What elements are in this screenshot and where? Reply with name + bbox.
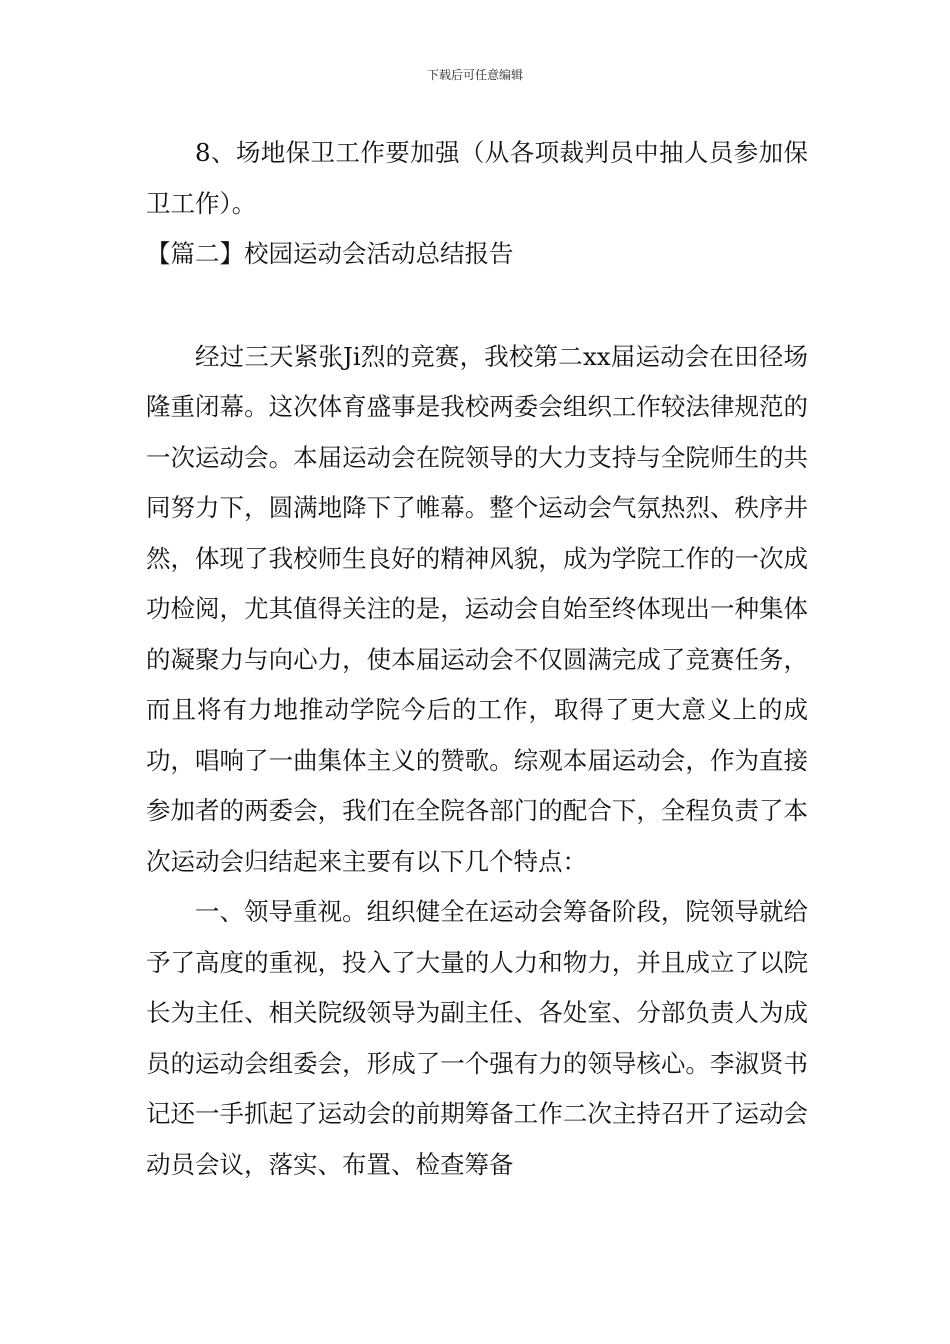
item-8-paragraph: 8、场地保卫工作要加强（从各项裁判员中抽人员参加保卫工作）。 [146,138,808,218]
document-body [146,128,808,1190]
page-header: 下载后可任意编辑 [426,68,523,82]
summary-paragraph-2: 一、领导重视。组织健全在运动会筹备阶段，院领导就给予了高度的重视，投入了大量的人力和物力，并且成立了以院长为主任、相关院级领导为副主任、各处室、分部负责人为成员的运动会组委会，形成了一个强有力的领导核心。李淑贤书记还一手抓起了运动会的前期筹备工作二次主持召开了运动会动员会议，落实、布置、检查筹备 [146,897,808,1179]
summary-paragraph-1: 经过三天紧张Ji烈的竞赛，我校第二xx届运动会在田径场隆重闭幕。这次体育盛事是我校两委会组织工作较法律规范的一次运动会。本届运动会在院领导的大力支持与全院师生的共同努力下，圆满地降下了帷幕。整个运动会气氛热烈、秩序井然，体现了我校师生良好的精神风貌，成为学院工作的一次成功检阅，尤其值得关注的是，运动会自始至终体现出一种集体的凝聚力与向心力，使本届运动会不仅圆满完成了竞赛任务，而且将有力地推动学院今后的工作，取得了更大意义上的成功，唱响了一曲集体主义的赞歌。综观本届运动会，作为直接参加者的两委会，我们在全院各部门的配合下，全程负责了本次运动会归结起来主要有以下几个特点： [146,341,808,876]
blank-line [146,280,808,332]
section-title: 【篇二】校园运动会活动总结报告 [146,239,514,268]
